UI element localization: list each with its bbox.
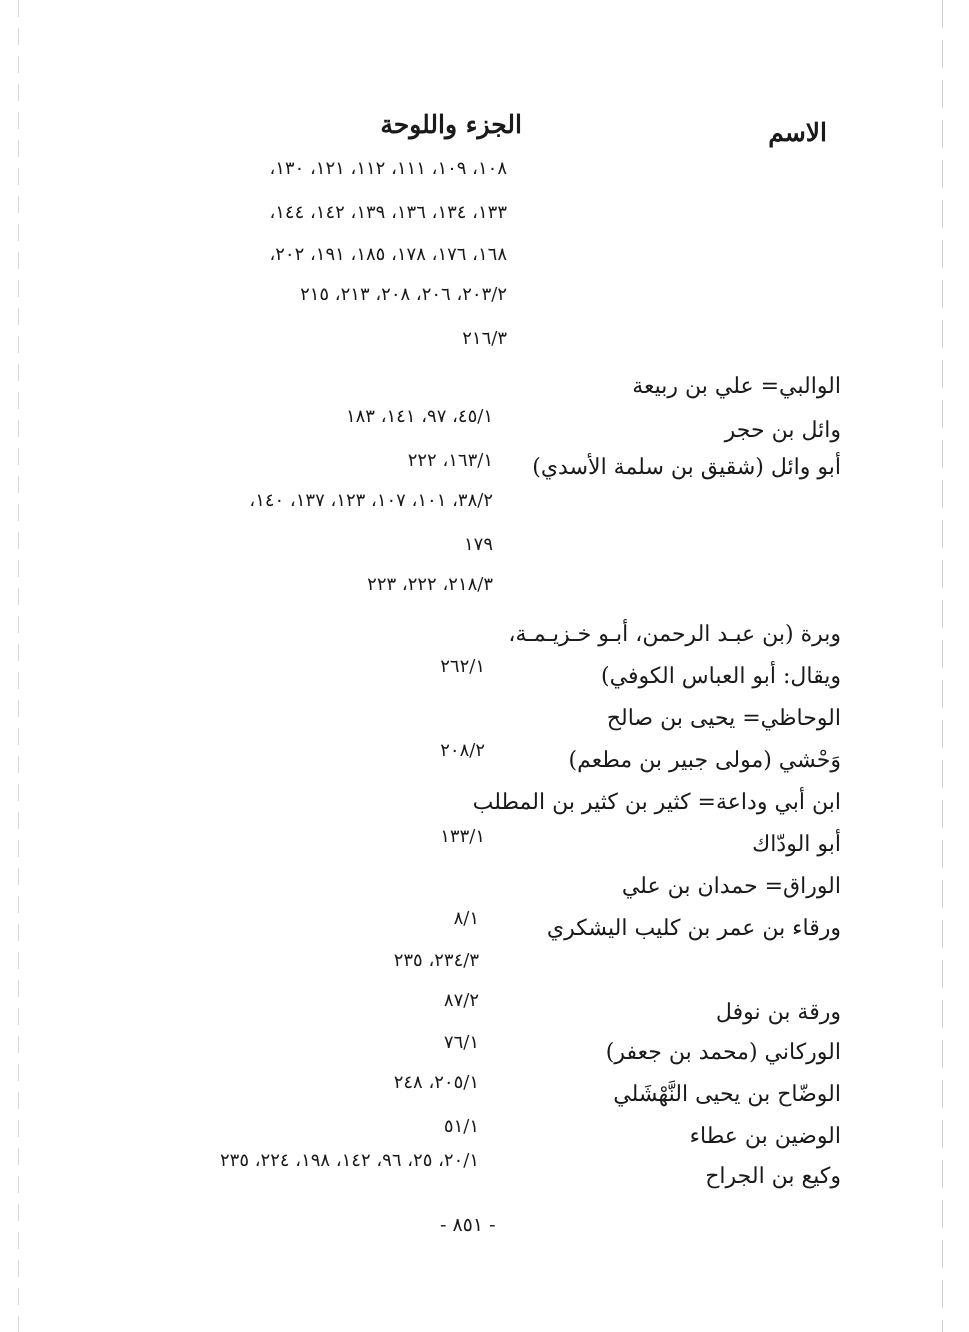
reference-entry: ٢١٨/٣، ٢٢٢، ٢٢٣ — [367, 574, 493, 595]
reference-entry: ١٧٩ — [463, 534, 493, 555]
reference-entry: ٣٨/٢، ١٠١، ١٠٧، ١٢٣، ١٣٧، ١٤٠، — [249, 490, 493, 511]
page-number: - ٨٥١ - — [440, 1214, 496, 1236]
name-entry: الوركاني (محمد بن جعفر) — [605, 1040, 841, 1065]
name-entry: ورقاء بن عمر بن كليب اليشكري — [546, 916, 841, 941]
name-entry: وبرة (بن عبـد الرحمن، أبـو خـزيـمـة، — [508, 622, 841, 647]
name-entry: وَحْشي (مولى جبير بن مطعم) — [568, 748, 841, 773]
reference-entry: ٢٠٣/٢، ٢٠٦، ٢٠٨، ٢١٣، ٢١٥ — [300, 284, 507, 305]
reference-column-heading: الجزء واللوحة — [380, 110, 522, 139]
reference-entry: ٢٠٥/١، ٢٤٨ — [393, 1072, 479, 1093]
reference-entry: ٤٥/١، ٩٧، ١٤١، ١٨٣ — [345, 406, 493, 427]
reference-entry: ٢٠٨/٢ — [440, 740, 485, 761]
name-entry: ويقال: أبو العباس الكوفي) — [601, 664, 841, 689]
reference-entry: ٢٠/١، ٢٥، ٩٦، ١٤٢، ١٩٨، ٢٢٤، ٢٣٥ — [219, 1150, 479, 1171]
name-entry: أبو وائل (شقيق بن سلمة الأسدي) — [532, 455, 841, 480]
reference-entry: ٨٧/٢ — [443, 990, 479, 1011]
reference-entry: ٢٦٢/١ — [440, 656, 485, 677]
reference-entry: ٢٣٤/٣، ٢٣٥ — [393, 950, 479, 971]
page-edge-left — [18, 0, 19, 1332]
name-entry: الوراق= حمدان بن علي — [621, 874, 841, 899]
name-entry: الوحاظي= يحيى بن صالح — [606, 706, 841, 731]
name-entry: ورقة بن نوفل — [715, 1000, 841, 1025]
name-entry: أبو الودّاك — [752, 832, 841, 857]
page-edge-right — [942, 0, 943, 1332]
reference-entry: ١٦٨، ١٧٦، ١٧٨، ١٨٥، ١٩١، ٢٠٢، — [269, 244, 507, 265]
reference-entry: ١٣٣/١ — [440, 826, 485, 847]
reference-entry: ٥١/١ — [443, 1116, 479, 1137]
name-entry: ابن أبي وداعة= كثير بن كثير بن المطلب — [472, 790, 841, 815]
reference-entry: ١٦٣/١، ٢٢٢ — [407, 450, 493, 471]
name-entry: الوضين بن عطاء — [689, 1124, 841, 1149]
name-entry: الوضّاح بن يحيى النَّهْشَلي — [613, 1082, 841, 1107]
name-entry: الوالبي= علي بن ربيعة — [632, 374, 841, 399]
name-entry: وكيع بن الجراح — [705, 1164, 841, 1189]
name-entry: وائل بن حجر — [724, 418, 841, 443]
reference-entry: ٧٦/١ — [443, 1032, 479, 1053]
reference-entry: ٢١٦/٣ — [462, 328, 507, 349]
name-column-heading: الاسم — [768, 118, 827, 147]
reference-entry: ١٠٨، ١٠٩، ١١١، ١١٢، ١٢١، ١٣٠، — [269, 158, 507, 179]
reference-entry: ٨/١ — [453, 908, 479, 929]
reference-entry: ١٣٣، ١٣٤، ١٣٦، ١٣٩، ١٤٢، ١٤٤، — [269, 202, 507, 223]
